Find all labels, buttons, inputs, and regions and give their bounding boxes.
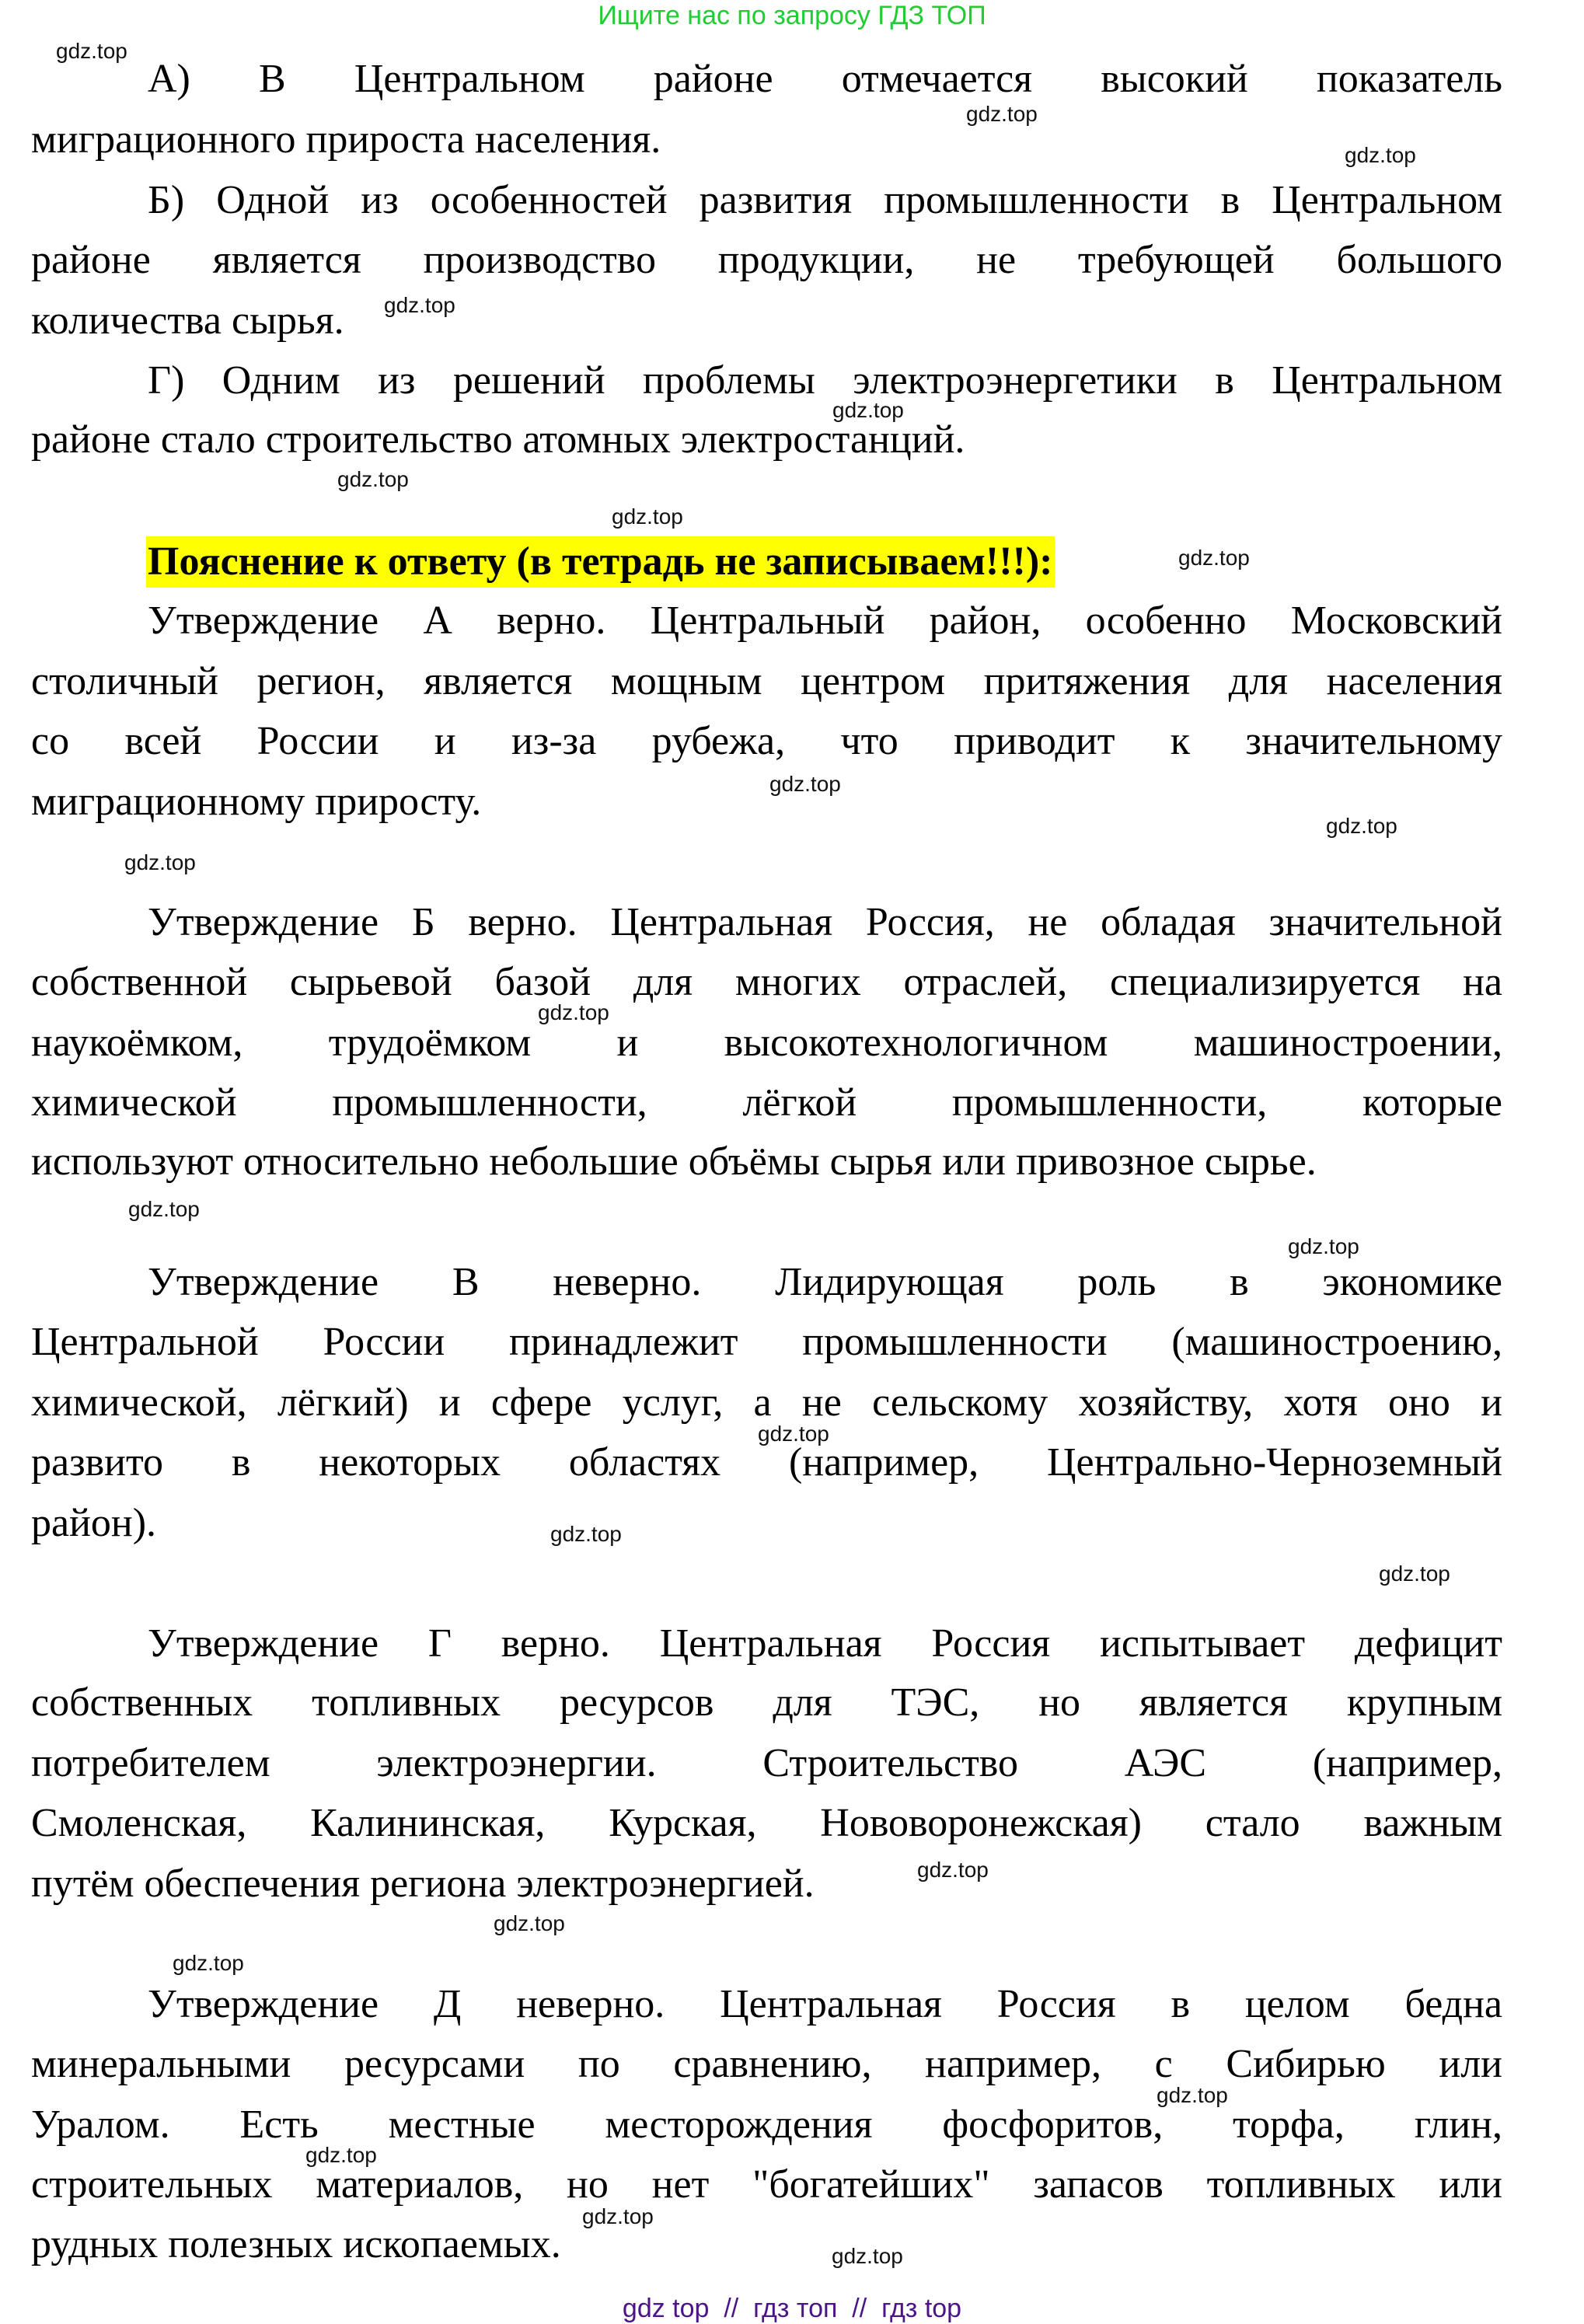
statement-a-line-2: миграционного прироста населения. xyxy=(31,117,661,162)
explanation-g-line-1: Утверждение Г верно. Центральная Россия испытывает дефицит xyxy=(148,1621,1502,1666)
explanation-g-line-4: Смоленская, Калининская, Курская, Нововоронежская) стало важным xyxy=(31,1801,1502,1845)
watermark: gdz.top xyxy=(128,1197,200,1221)
explanation-d-line-3: Уралом. Есть местные месторождения фосфоритов, торфа, глин, xyxy=(31,2102,1502,2147)
watermark: gdz.top xyxy=(124,850,196,874)
watermark: gdz.top xyxy=(550,1522,622,1546)
watermark: gdz.top xyxy=(337,467,409,491)
watermark: gdz.top xyxy=(1157,2083,1228,2107)
statement-b-line-1: Б) Одной из особенностей развития промышленности в Центральном xyxy=(148,178,1502,222)
watermark: gdz.top xyxy=(173,1951,244,1975)
search-banner: Ищите нас по запросу ГДЗ ТОП xyxy=(598,1,986,30)
watermark: gdz.top xyxy=(305,2143,377,2167)
watermark: gdz.top xyxy=(917,1858,989,1882)
explanation-g-line-5: путём обеспечения региона электроэнергией. xyxy=(31,1862,815,1906)
explanation-b-line-4: химической промышленности, лёгкой промышленности, которые xyxy=(31,1080,1502,1125)
explanation-d-line-4: строительных материалов, но нет "богатейших" запасов топливных или xyxy=(31,2162,1502,2207)
watermark: gdz.top xyxy=(1326,814,1397,838)
statement-b-line-2: районе является производство продукции, не требующей большого xyxy=(31,238,1502,282)
watermark: gdz.top xyxy=(769,772,841,796)
statement-g-line-1: Г) Одним из решений проблемы электроэнергетики в Центральном xyxy=(148,358,1502,403)
watermark: gdz.top xyxy=(832,2244,903,2268)
watermark: gdz.top xyxy=(1379,1562,1450,1586)
explanation-d-line-1: Утверждение Д неверно. Центральная Россия в целом бедна xyxy=(148,1982,1502,2026)
explanation-heading: Пояснение к ответу (в тетрадь не записываем!!!): xyxy=(146,536,1055,588)
statement-g-line-2: районе стало строительство атомных электростанций. xyxy=(31,417,965,462)
watermark: gdz.top xyxy=(494,1911,565,1935)
explanation-v-line-5: район). xyxy=(31,1501,157,1545)
explanation-b-line-1: Утверждение Б верно. Центральная Россия, не обладая значительной xyxy=(148,900,1502,944)
statement-b-line-3: количества сырья. xyxy=(31,298,344,343)
explanation-a-line-2: столичный регион, является мощным центром притяжения для населения xyxy=(31,659,1502,703)
footer-watermark: gdz top // гдз топ // гдз top xyxy=(622,2294,962,2323)
watermark: gdz.top xyxy=(966,102,1038,126)
watermark: gdz.top xyxy=(384,293,455,317)
explanation-g-line-3: потребителем электроэнергии. Строительство АЭС (например, xyxy=(31,1741,1502,1785)
watermark: gdz.top xyxy=(582,2204,654,2228)
watermark: gdz.top xyxy=(1345,143,1416,167)
watermark: gdz.top xyxy=(538,1000,609,1024)
watermark: gdz.top xyxy=(56,39,127,63)
watermark: gdz.top xyxy=(1288,1234,1359,1258)
explanation-d-line-2: минеральными ресурсами по сравнению, например, с Сибирью или xyxy=(31,2042,1502,2086)
watermark: gdz.top xyxy=(612,504,683,529)
watermark: gdz.top xyxy=(832,398,904,422)
explanation-d-line-5: рудных полезных ископаемых. xyxy=(31,2222,561,2266)
explanation-v-line-4: развито в некоторых областях (например, Центрально-Черноземный xyxy=(31,1440,1502,1485)
explanation-a-line-3: со всей России и из-за рубежа, что приводит к значительному xyxy=(31,719,1502,763)
explanation-a-line-1: Утверждение А верно. Центральный район, особенно Московский xyxy=(148,598,1502,643)
explanation-g-line-2: собственных топливных ресурсов для ТЭС, но является крупным xyxy=(31,1680,1502,1725)
explanation-a-line-4: миграционному приросту. xyxy=(31,780,482,824)
explanation-b-line-3: наукоёмком, трудоёмком и высокотехнологичном машиностроении, xyxy=(31,1021,1502,1065)
explanation-v-line-3: химической, лёгкий) и сфере услуг, а не сельскому хозяйству, хотя оно и xyxy=(31,1380,1502,1425)
statement-a-line-1: А) В Центральном районе отмечается высокий показатель xyxy=(148,57,1502,101)
explanation-b-line-5: используют относительно небольшие объёмы сырья или привозное сырье. xyxy=(31,1139,1317,1184)
explanation-v-line-2: Центральной России принадлежит промышленности (машиностроению, xyxy=(31,1320,1502,1364)
watermark: gdz.top xyxy=(1178,546,1250,570)
explanation-b-line-2: собственной сырьевой базой для многих отраслей, специализируется на xyxy=(31,960,1502,1004)
explanation-v-line-1: Утверждение В неверно. Лидирующая роль в экономике xyxy=(148,1260,1502,1304)
watermark: gdz.top xyxy=(758,1422,829,1446)
